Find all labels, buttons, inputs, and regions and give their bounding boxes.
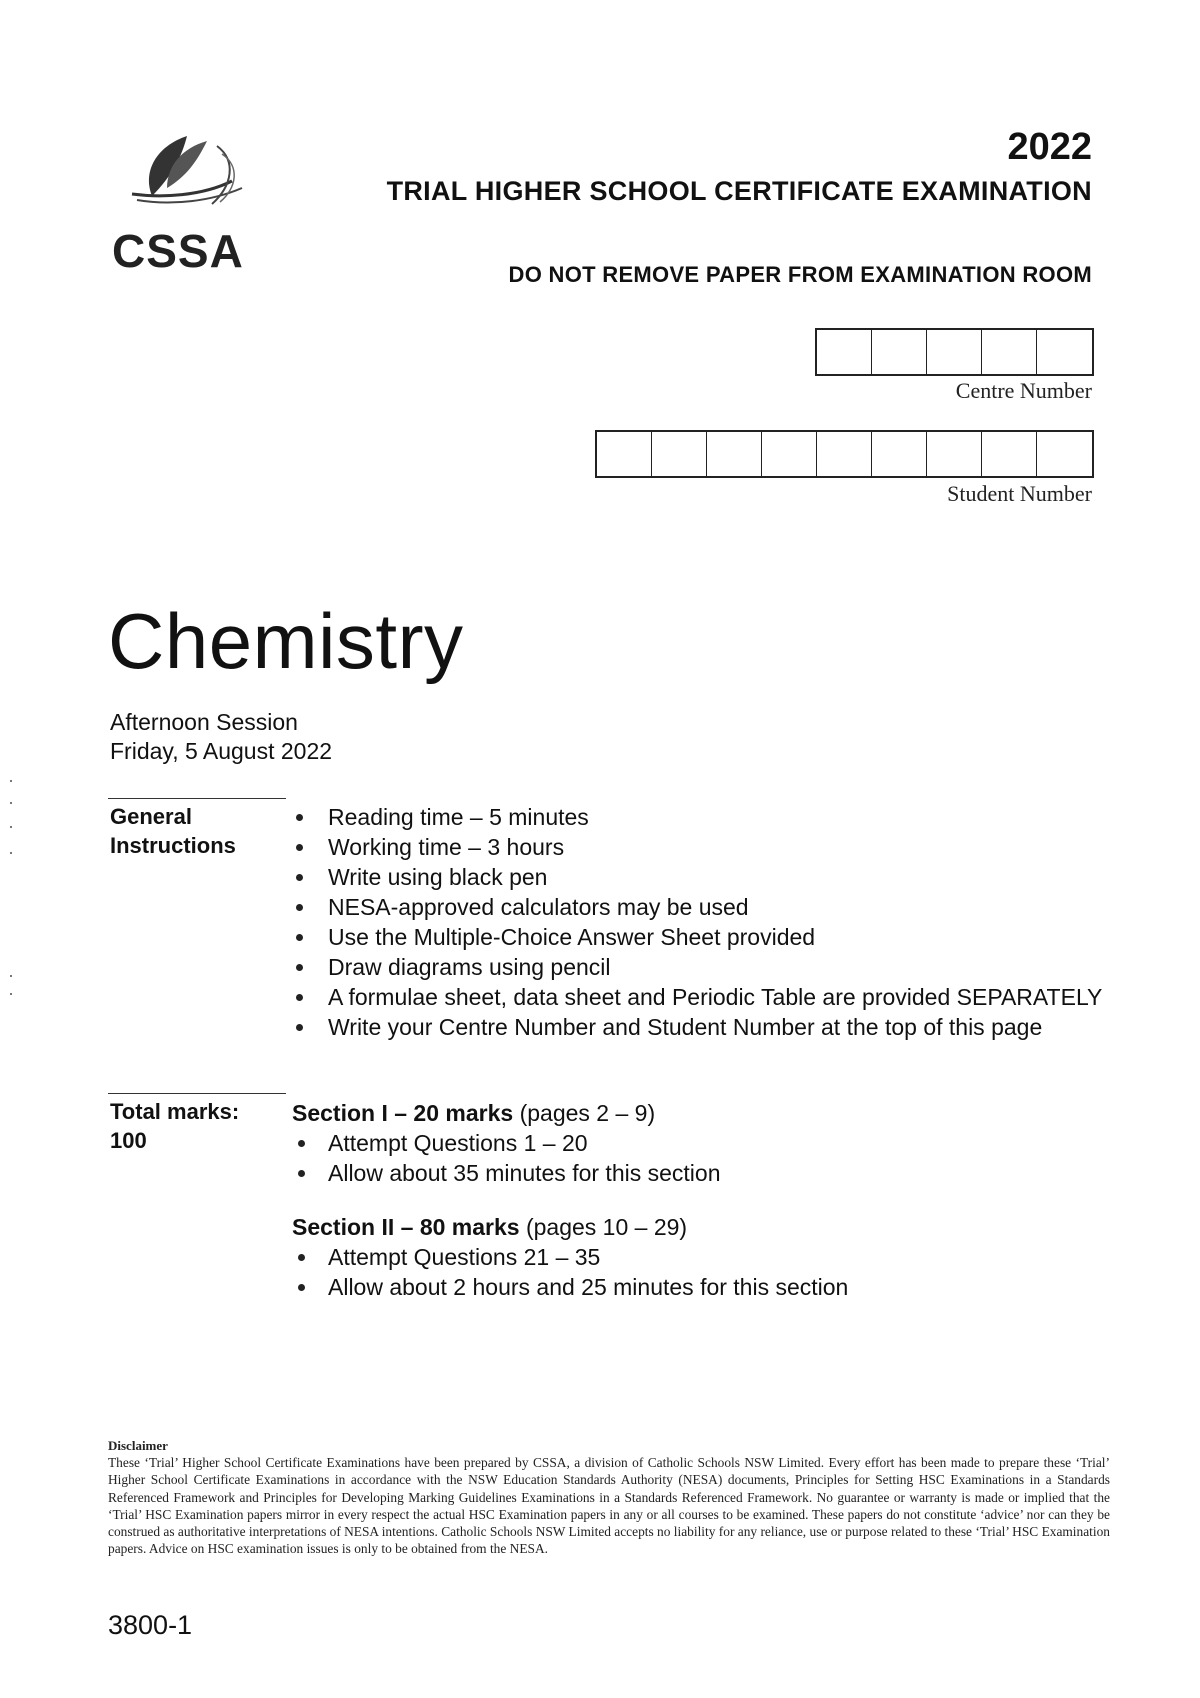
digit-box[interactable] — [817, 330, 872, 374]
list-item: Attempt Questions 1 – 20 — [292, 1128, 1112, 1158]
divider — [108, 798, 286, 799]
scan-speck — [10, 780, 12, 782]
digit-box[interactable] — [1037, 432, 1092, 476]
scan-speck — [10, 852, 12, 854]
logo-text: CSSA — [112, 225, 244, 277]
leaf-emblem-icon — [112, 126, 262, 226]
divider — [108, 1093, 286, 1094]
list-item: Allow about 2 hours and 25 minutes for this section — [292, 1272, 1112, 1302]
digit-box[interactable] — [927, 330, 982, 374]
disclaimer-body: These ‘Trial’ Higher School Certificate Examinations have been prepared by CSSA, a division of Catholic Schools NSW Limited. Every effort has been made to prepare these ‘Trial’ Higher School Certificate Examinations in accordance with the NSW Education Standards Authority (NESA) documents, Principles for Setting HSC Examinations in a Standards Referenced Framework and Principles for Developing Marking Guidelines Examinations in a Standards Referenced Framework. No guarantee or warranty is made or implied that the ‘Trial’ HSC Examination papers mirror in every respect the actual HSC Examination papers in any or all courses to be examined. These papers do not constitute ‘advice’ nor can they be construed as authoritative interpretations of NESA intentions. Catholic Schools NSW Limited accepts no liability for any reliance, use or purpose related to these ‘Trial’ HSC Examination papers. Advice on HSC examination issues is only to be obtained from the NESA. — [108, 1455, 1110, 1557]
list-item: Draw diagrams using pencil — [290, 952, 1110, 982]
session-info — [110, 708, 332, 766]
paper-code: 3800-1 — [108, 1610, 193, 1640]
digit-box[interactable] — [762, 432, 817, 476]
list-item: A formulae sheet, data sheet and Periodic Table are provided SEPARATELY — [290, 982, 1110, 1012]
digit-box[interactable] — [652, 432, 707, 476]
general-instructions-list — [290, 802, 1110, 1042]
section-1-title: Section I – 20 marks (pages 2 – 9) — [292, 1100, 656, 1126]
scan-speck — [10, 802, 12, 804]
list-item: Working time – 3 hours — [290, 832, 1110, 862]
list-item: Allow about 35 minutes for this section — [292, 1158, 1112, 1188]
centre-number-label: Centre Number — [955, 378, 1092, 403]
student-number-label: Student Number — [947, 481, 1092, 506]
scan-speck — [10, 826, 12, 828]
section-2-title: Section II – 80 marks (pages 10 – 29) — [292, 1214, 688, 1240]
disclaimer-heading: Disclaimer — [108, 1438, 168, 1453]
digit-box[interactable] — [597, 432, 652, 476]
list-item: Write your Centre Number and Student Number at the top of this page — [290, 1012, 1110, 1042]
list-item: Use the Multiple-Choice Answer Sheet provided — [290, 922, 1110, 952]
scan-speck — [10, 993, 12, 995]
section-1 — [292, 1098, 1112, 1188]
digit-box[interactable] — [872, 330, 927, 374]
section-2 — [292, 1212, 1112, 1302]
digit-box[interactable] — [982, 330, 1037, 374]
session-name: Afternoon Session — [110, 709, 298, 735]
digit-box[interactable] — [1037, 330, 1092, 374]
disclaimer — [108, 1437, 1110, 1558]
digit-box[interactable] — [982, 432, 1037, 476]
centre-number-boxes[interactable] — [815, 328, 1094, 376]
digit-box[interactable] — [927, 432, 982, 476]
digit-box[interactable] — [872, 432, 927, 476]
student-number-boxes[interactable] — [595, 430, 1094, 478]
warning-notice: DO NOT REMOVE PAPER FROM EXAMINATION ROOM — [508, 262, 1092, 287]
list-item: NESA-approved calculators may be used — [290, 892, 1110, 922]
subject-title: Chemistry — [108, 597, 464, 685]
scan-speck — [10, 975, 12, 977]
cssa-logo — [112, 126, 262, 286]
digit-box[interactable] — [817, 432, 872, 476]
digit-box[interactable] — [707, 432, 762, 476]
list-item: Write using black pen — [290, 862, 1110, 892]
list-item: Attempt Questions 21 – 35 — [292, 1242, 1112, 1272]
total-marks-heading: Total marks: 100 — [110, 1099, 240, 1153]
exam-title: TRIAL HIGHER SCHOOL CERTIFICATE EXAMINATION — [386, 176, 1092, 206]
exam-date: Friday, 5 August 2022 — [110, 738, 333, 764]
exam-year: 2022 — [1007, 126, 1092, 168]
general-instructions-heading: General Instructions — [110, 804, 236, 858]
list-item: Reading time – 5 minutes — [290, 802, 1110, 832]
